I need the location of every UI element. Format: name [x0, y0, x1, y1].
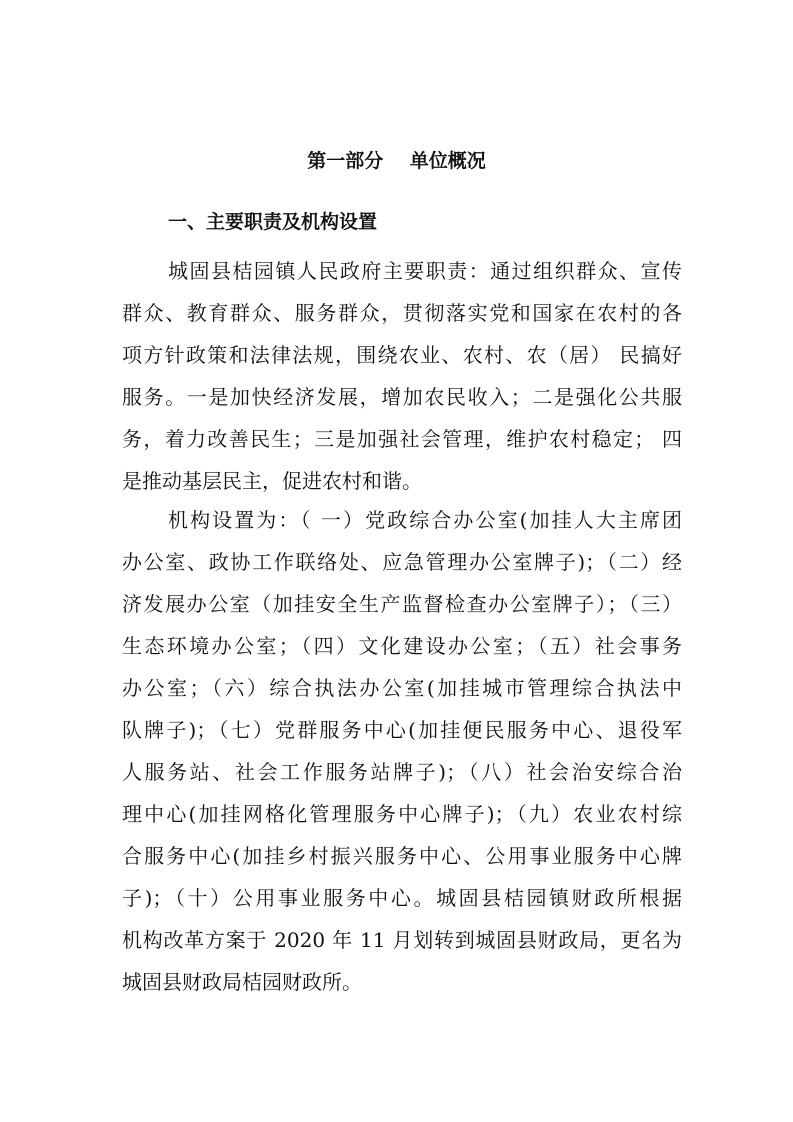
- paragraph-line: 城固县桔园镇人民政府主要职责：通过组织群众、宣传: [168, 259, 682, 283]
- paragraph-line: 队牌子)；（七）党群服务中心(加挂便民服务中心、退役军: [122, 718, 682, 742]
- paragraph-line: 人服务站、社会工作服务站牌子)；（八）社会治安综合治: [122, 760, 682, 784]
- paragraph-line: 项方针政策和法律法规，围绕农业、农村、农（居） 民搞好: [122, 343, 682, 367]
- duties-paragraph: [122, 250, 682, 502]
- paragraph-line: 是推动基层民主，促进农村和谐。: [122, 469, 422, 493]
- paragraph-line: 办公室；（六）综合执法办公室(加挂城市管理综合执法中: [122, 676, 682, 700]
- organization-paragraph: [122, 499, 682, 1003]
- paragraph-line: 合服务中心(加挂乡村振兴服务中心、公用事业服务中心牌: [122, 844, 682, 868]
- paragraph-line: 子)；（十）公用事业服务中心。城固县桔园镇财政所根据: [122, 886, 682, 910]
- paragraph-line: 服务。一是加快经济发展，增加农民收入；二是强化公共服: [122, 385, 682, 409]
- paragraph-line: 生态环境办公室；（四）文化建设办公室；（五）社会事务: [122, 634, 682, 658]
- paragraph-line: 理中心(加挂网格化管理服务中心牌子)；（九）农业农村综: [122, 802, 682, 826]
- paragraph-line: 城固县财政局桔园财政所。: [122, 970, 362, 994]
- paragraph-line: 群众、教育群众、服务群众，贯彻落实党和国家在农村的各: [122, 301, 682, 325]
- paragraph-line: 机构设置为：（ 一）党政综合办公室(加挂人大主席团: [168, 508, 682, 532]
- paragraph-line: 办公室、政协工作联络处、应急管理办公室牌子)；（二）经: [122, 550, 682, 574]
- paragraph-line: 机构改革方案于 2020 年 11 月划转到城固县财政局，更名为: [122, 928, 682, 952]
- paragraph-line: 济发展办公室（加挂安全生产监督检查办公室牌子）；（三）: [122, 592, 682, 616]
- section-heading: 一、主要职责及机构设置: [168, 211, 378, 233]
- paragraph-line: 务，着力改善民生；三是加强社会管理，维护农村稳定； 四: [122, 427, 682, 451]
- page-title: 第一部分 单位概况: [307, 150, 486, 172]
